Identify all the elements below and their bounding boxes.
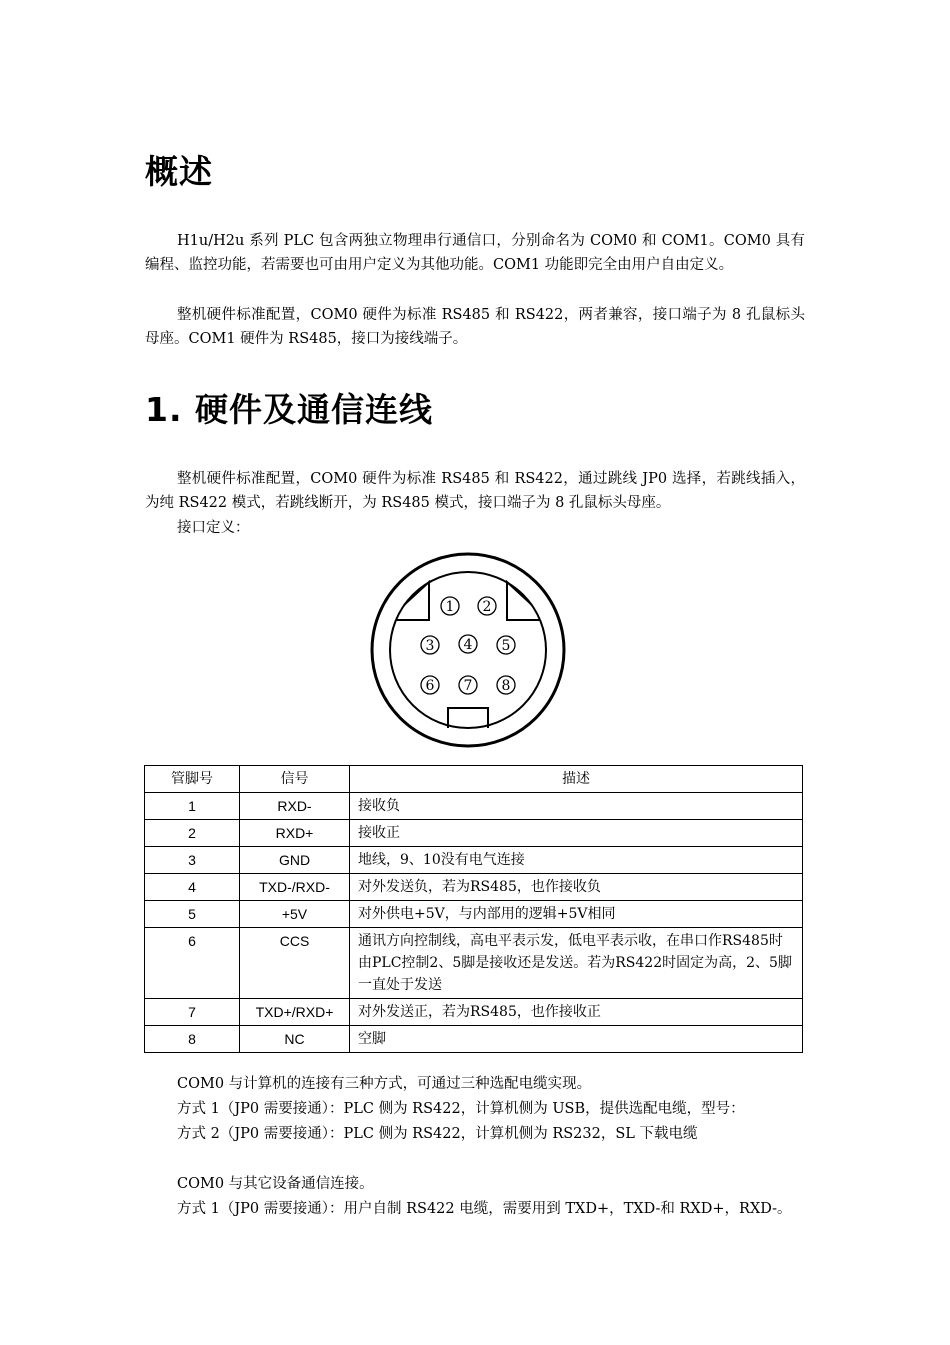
table-row [145,820,803,847]
connector-left-key [396,582,429,620]
overview-paragraph-1: H1u/H2u 系列 PLC 包含两独立物理串行通信口，分别命名为 COM0 和 COM1。COM0 具有编程、监控功能，若需要也可由用户定义为其他功能。COM1 功能即完全由用户自由定义。 [145,233,805,273]
com0-pc-way-2: 方式 2（JP0 需要接通）：PLC 侧为 RS422，计算机侧为 RS232，SL 下载电缆 [177,1126,698,1142]
com0-pc-way-1: 方式 1（JP0 需要接通）：PLC 侧为 RS422，计算机侧为 USB，提供选配电缆，型号： [177,1101,745,1117]
table-row [145,847,803,874]
overview-heading: 概述 [145,152,213,191]
pin-number: 8 [145,1026,240,1053]
pin-signal: +5V [240,901,350,928]
pin-description: 对外发送正，若为RS485，也作接收正 [350,999,803,1026]
header-signal: 信号 [240,766,350,793]
pin-description: 接收正 [350,820,803,847]
pin-signal: GND [240,847,350,874]
table-row [145,1026,803,1053]
pin-signal: RXD- [240,793,350,820]
mini-din-connector-diagram [368,552,568,752]
pin-description: 通讯方向控制线，高电平表示发，低电平表示收，在串口作RS485时由PLC控制2、5脚是接收还是发送。若为RS422时固定为高，2、5脚一直处于发送 [350,928,803,999]
section-1-heading: 1. 硬件及通信连线 [145,390,433,429]
pin-signal: TXD-/RXD- [240,874,350,901]
pin-definition-table [144,765,803,1053]
pin-4-label: 4 [463,637,473,653]
interface-definition-label: 接口定义： [177,520,250,536]
com0-other-way-1: 方式 1（JP0 需要接通）：用户自制 RS422 电缆，需要用到 TXD+，TXD-和 RXD+，RXD-。 [177,1201,792,1217]
table-row [145,999,803,1026]
connector-bottom-key [448,708,488,728]
pin-3-label: 3 [425,638,435,654]
pin-signal: TXD+/RXD+ [240,999,350,1026]
pin-6-label: 6 [425,678,435,694]
pin-number: 5 [145,901,240,928]
pin-8-label: 8 [501,678,511,694]
table-row [145,901,803,928]
table-row [145,793,803,820]
section-1-paragraph: 整机硬件标准配置，COM0 硬件为标准 RS485 和 RS422，通过跳线 JP0 选择，若跳线插入，为纯 RS422 模式，若跳线断开，为 RS485 模式，接口端子为 8 孔鼠标头母座。 [145,471,805,511]
pin-description: 对外发送负，若为RS485，也作接收负 [350,874,803,901]
pin-number: 4 [145,874,240,901]
table-row [145,874,803,901]
pin-2-label: 2 [482,599,492,615]
overview-paragraph-2: 整机硬件标准配置，COM0 硬件为标准 RS485 和 RS422，两者兼容，接口端子为 8 孔鼠标头母座。COM1 硬件为 RS485，接口为接线端子。 [145,307,805,347]
pin-signal: NC [240,1026,350,1053]
table-header-row [145,766,803,793]
pin-description: 空脚 [350,1026,803,1053]
connector-right-key [507,582,540,620]
pin-signal: CCS [240,928,350,999]
pin-number: 7 [145,999,240,1026]
com0-pc-intro: COM0 与计算机的连接有三种方式，可通过三种选配电缆实现。 [177,1076,592,1092]
pin-7-label: 7 [463,678,473,694]
header-description: 描述 [350,766,803,793]
connector-pins [421,597,515,694]
pin-number: 2 [145,820,240,847]
com0-other-intro: COM0 与其它设备通信连接。 [177,1176,374,1192]
pin-5-label: 5 [501,638,511,654]
pin-1-label: 1 [445,599,455,615]
pin-signal: RXD+ [240,820,350,847]
pin-number: 1 [145,793,240,820]
pin-description: 地线，9、10没有电气连接 [350,847,803,874]
table-row [145,928,803,999]
pin-number: 6 [145,928,240,999]
pin-number: 3 [145,847,240,874]
pin-description: 接收负 [350,793,803,820]
pin-description: 对外供电+5V，与内部用的逻辑+5V相同 [350,901,803,928]
header-pin: 管脚号 [145,766,240,793]
